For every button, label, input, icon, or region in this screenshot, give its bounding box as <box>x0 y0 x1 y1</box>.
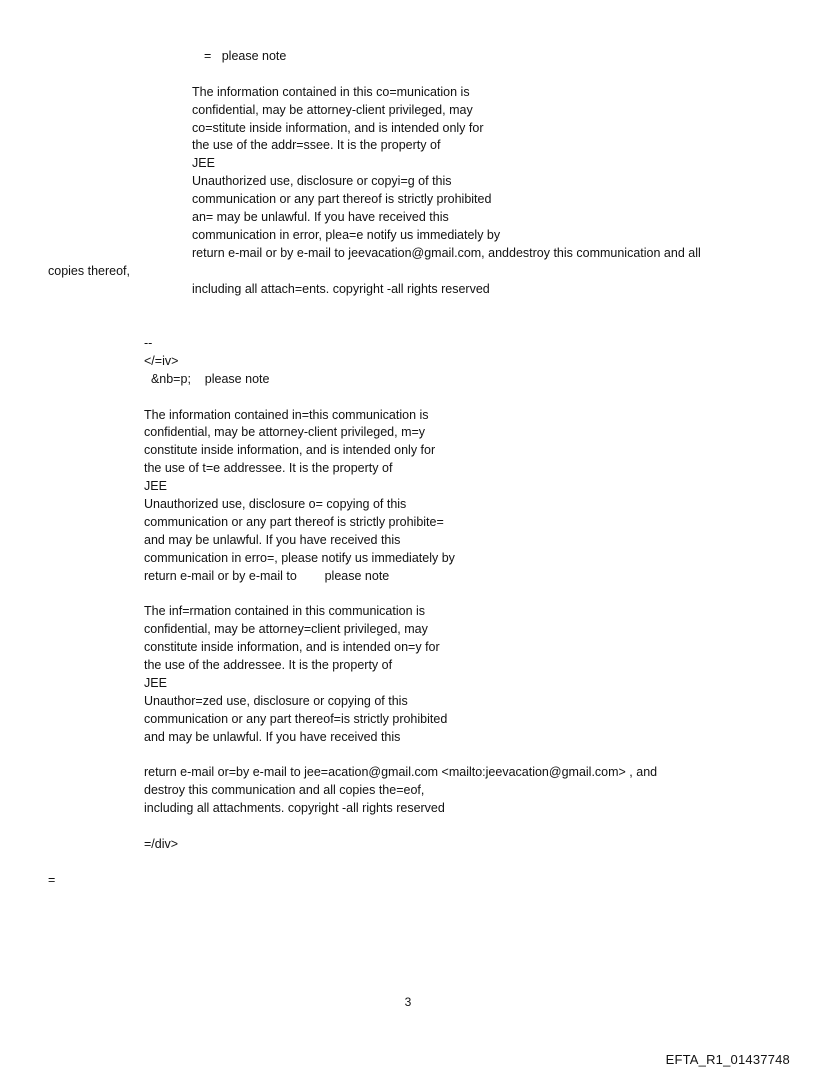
text-line: JEE <box>144 479 167 494</box>
text-line: -- <box>144 336 153 350</box>
text-line: JEE <box>192 156 215 171</box>
text-line: and may be unlawful. If you have received this <box>144 729 401 744</box>
notice-heading: = please note <box>204 49 287 63</box>
text-line: the use of the addr=ssee. It is the property of <box>192 138 441 153</box>
text-line: return e-mail or=by e-mail to jee=acation@gmail.com <mailto:jeevacation@gmail.com> , and <box>144 765 658 780</box>
text-line: Unauthorized use, disclosure o= copying of this <box>144 497 407 512</box>
text-line: return e-mail or by e-mail to jeevacation@gmail.com, anddestroy this communication and all <box>192 245 701 260</box>
text-line: communication in erro=, please notify us immediately by <box>144 550 455 565</box>
text-line: The information contained in=this communication is <box>144 407 429 422</box>
text-line: &nb=p; please note <box>144 371 270 386</box>
text-line: the use of t=e addressee. It is the property of <box>144 461 393 476</box>
text-line: communication or any part thereof is strictly prohibite= <box>144 514 444 529</box>
text-line: JEE <box>144 675 167 690</box>
text-line: The inf=rmation contained in this communication is <box>144 604 426 619</box>
stray-character: = <box>48 873 56 887</box>
bates-number: EFTA_R1_01437748 <box>665 1052 790 1067</box>
text-line: the use of the addressee. It is the property of <box>144 658 393 673</box>
text-line: Unauthorized use, disclosure or copyi=g of this <box>192 174 452 189</box>
text-line: return e-mail or by e-mail to please note <box>144 568 390 583</box>
text-line: communication in error, plea=e notify us immediately by <box>192 227 501 242</box>
wrapped-line: copies thereof, <box>48 264 130 278</box>
text-line: an= may be unlawful. If you have received this <box>192 210 449 225</box>
closing-tag-line: =/div> <box>144 836 179 851</box>
text-line: communication or any part thereof is strictly prohibited <box>192 192 492 207</box>
notice-block-1 <box>192 48 701 298</box>
text-line: Unauthor=zed use, disclosure or copying of this <box>144 693 408 708</box>
text-line: and may be unlawful. If you have received this <box>144 532 401 547</box>
text-line: including all attachments. copyright -all rights reserved <box>144 801 445 816</box>
notice-block-2 <box>144 335 657 854</box>
text-line: The information contained in this co=munication is <box>192 84 470 99</box>
text-line: confidential, may be attorney-client privileged, may <box>192 102 473 117</box>
page-number: 3 <box>404 995 412 1009</box>
text-line: </=iv> <box>144 353 179 368</box>
text-line: constitute inside information, and is intended on=y for <box>144 640 440 655</box>
text-line: destroy this communication and all copies the=eof, <box>144 783 425 798</box>
text-line: including all attach=ents. copyright -all rights reserved <box>192 281 490 296</box>
text-line: confidential, may be attorney=client privileged, may <box>144 622 428 637</box>
text-line: co=stitute inside information, and is intended only for <box>192 120 484 135</box>
text-line: communication or any part thereof=is strictly prohibited <box>144 711 448 726</box>
text-line: confidential, may be attorney-client privileged, m=y <box>144 425 426 440</box>
text-line: constitute inside information, and is intended only for <box>144 443 436 458</box>
